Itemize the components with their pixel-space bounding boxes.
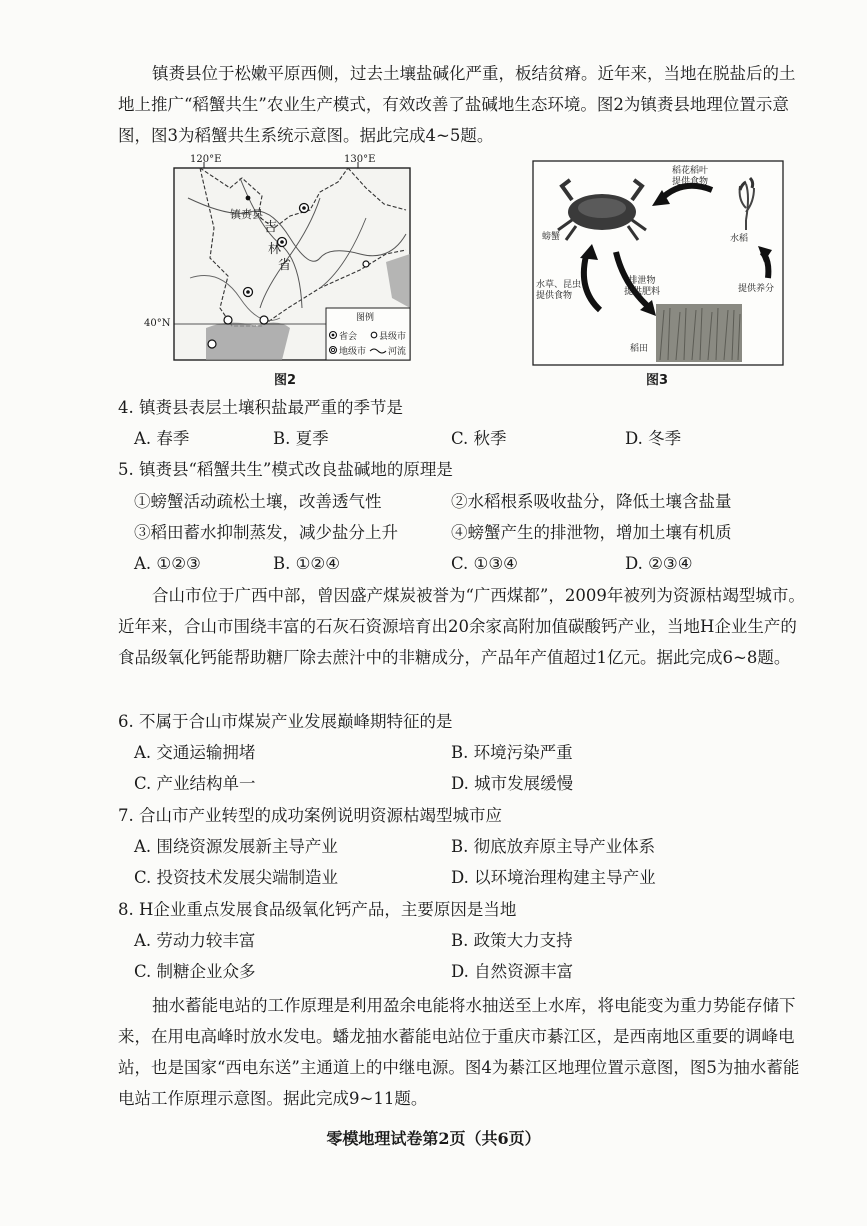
province-char-3: 省 bbox=[278, 258, 292, 273]
intro-paragraph-6-8: 合山市位于广西中部，曾因盛产煤炭被誉为“广西煤都”，2009年被列为资源枯竭型城市。近年来，合山市围绕丰富的石灰石资源培育出20余家高附加值碳酸钙产业，当地H企业生产的食品级氧化钙能帮助糖厂除去蔗汁中的非糖成分，产品年产值超过1亿元。据此完成6~8题。 bbox=[118, 586, 805, 667]
q8-option-c[interactable]: C. 制糖企业众多 bbox=[134, 962, 256, 981]
q6-option-c[interactable]: C. 产业结构单一 bbox=[134, 774, 256, 793]
q5-option-c[interactable]: C. ①③④ bbox=[451, 554, 518, 573]
intro-paragraph-4-5: 镇赉县位于松嫩平原西侧，过去土壤盐碱化严重，板结贫瘠。近年来，当地在脱盐后的土地上推广“稻蟹共生”农业生产模式，有效改善了盐碱地生态环境。图2为镇赉县地理位置示意图，图3为稻蟹共生系统示意图。据此完成4~5题。 bbox=[118, 64, 796, 145]
legend-county-city: 县级市 bbox=[379, 332, 407, 342]
q5-option-d[interactable]: D. ②③④ bbox=[625, 554, 693, 573]
q8-option-a[interactable]: A. 劳动力较丰富 bbox=[134, 931, 256, 950]
label-nutrient: 提供养分 bbox=[738, 284, 775, 294]
legend-river: 河流 bbox=[388, 347, 407, 357]
lon-label-130: 130°E bbox=[344, 154, 376, 165]
label-crab: 螃蟹 bbox=[542, 232, 561, 242]
page-footer: 零模地理试卷第2页（共6页） bbox=[326, 1129, 541, 1148]
intro-paragraph-9-11: 抽水蓄能电站的工作原理是利用盈余电能将水抽送至上水库，将电能变为重力势能存储下来，在用电高峰时放水发电。蟠龙抽水蓄能电站位于重庆市綦江区，是西南地区重要的调峰电站，也是国家“西电东送”主通道上的中继电源。图4为綦江区地理位置示意图，图5为抽水蓄能电站工作原理示意图。据此完成9~11题。 bbox=[118, 996, 800, 1108]
lon-label-120: 120°E bbox=[190, 154, 222, 165]
q4-option-b[interactable]: B. 夏季 bbox=[273, 429, 329, 448]
figure-2-caption: 图2 bbox=[274, 373, 297, 388]
label-flower-food: 稻花稻叶 提供食物 bbox=[672, 166, 709, 187]
question-8: 8. H企业重点发展食品级氧化钙产品，主要原因是当地 bbox=[118, 900, 517, 919]
legend-title: 图例 bbox=[356, 313, 375, 323]
figure-3-labels bbox=[532, 160, 784, 366]
figure-2-labels bbox=[144, 154, 422, 370]
q7-option-a[interactable]: A. 围绕资源发展新主导产业 bbox=[134, 837, 338, 856]
legend-prefecture-city: 地级市 bbox=[339, 347, 367, 357]
figure-3-caption: 图3 bbox=[646, 373, 669, 388]
label-excrement: 排泄物 提供肥料 bbox=[624, 276, 661, 297]
q7-option-c[interactable]: C. 投资技术发展尖端制造业 bbox=[134, 868, 339, 887]
q5-option-b[interactable]: B. ①②④ bbox=[273, 554, 340, 573]
q4-option-a[interactable]: A. 春季 bbox=[134, 429, 190, 448]
q8-option-d[interactable]: D. 自然资源丰富 bbox=[451, 962, 574, 981]
province-char-1: 吉 bbox=[264, 220, 278, 235]
q5-item-4: ④螃蟹产生的排泄物，增加土壤有机质 bbox=[451, 523, 732, 542]
q4-option-d[interactable]: D. 冬季 bbox=[625, 429, 682, 448]
question-6: 6. 不属于合山市煤炭产业发展巅峰期特征的是 bbox=[118, 712, 453, 731]
q7-option-b[interactable]: B. 彻底放弃原主导产业体系 bbox=[451, 837, 656, 856]
county-label: 镇赉县 bbox=[230, 208, 263, 221]
q5-item-3: ③稻田蓄水抑制蒸发，减少盐分上升 bbox=[134, 523, 398, 542]
q6-option-b[interactable]: B. 环境污染严重 bbox=[451, 743, 573, 762]
q5-item-1: ①螃蟹活动疏松土壤，改善透气性 bbox=[134, 492, 382, 511]
q8-option-b[interactable]: B. 政策大力支持 bbox=[451, 931, 573, 950]
lat-label-40: 40°N bbox=[144, 318, 171, 329]
label-weed-food: 水草、昆虫 提供食物 bbox=[536, 280, 582, 301]
legend-capital: 省会 bbox=[339, 332, 358, 342]
question-4: 4. 镇赉县表层土壤积盐最严重的季节是 bbox=[118, 398, 403, 417]
q4-option-c[interactable]: C. 秋季 bbox=[451, 429, 507, 448]
q5-option-a[interactable]: A. ①②③ bbox=[134, 554, 201, 573]
question-7: 7. 合山市产业转型的成功案例说明资源枯竭型城市应 bbox=[118, 806, 502, 825]
label-paddy: 稻田 bbox=[630, 344, 649, 354]
question-5: 5. 镇赉县“稻蟹共生”模式改良盐碱地的原理是 bbox=[118, 460, 453, 479]
q7-option-d[interactable]: D. 以环境治理构建主导产业 bbox=[451, 868, 656, 887]
province-char-2: 林 bbox=[268, 242, 282, 257]
q6-option-a[interactable]: A. 交通运输拥堵 bbox=[134, 743, 256, 762]
label-rice: 水稻 bbox=[730, 234, 749, 244]
q6-option-d[interactable]: D. 城市发展缓慢 bbox=[451, 774, 574, 793]
q5-item-2: ②水稻根系吸收盐分，降低土壤含盐量 bbox=[451, 492, 732, 511]
